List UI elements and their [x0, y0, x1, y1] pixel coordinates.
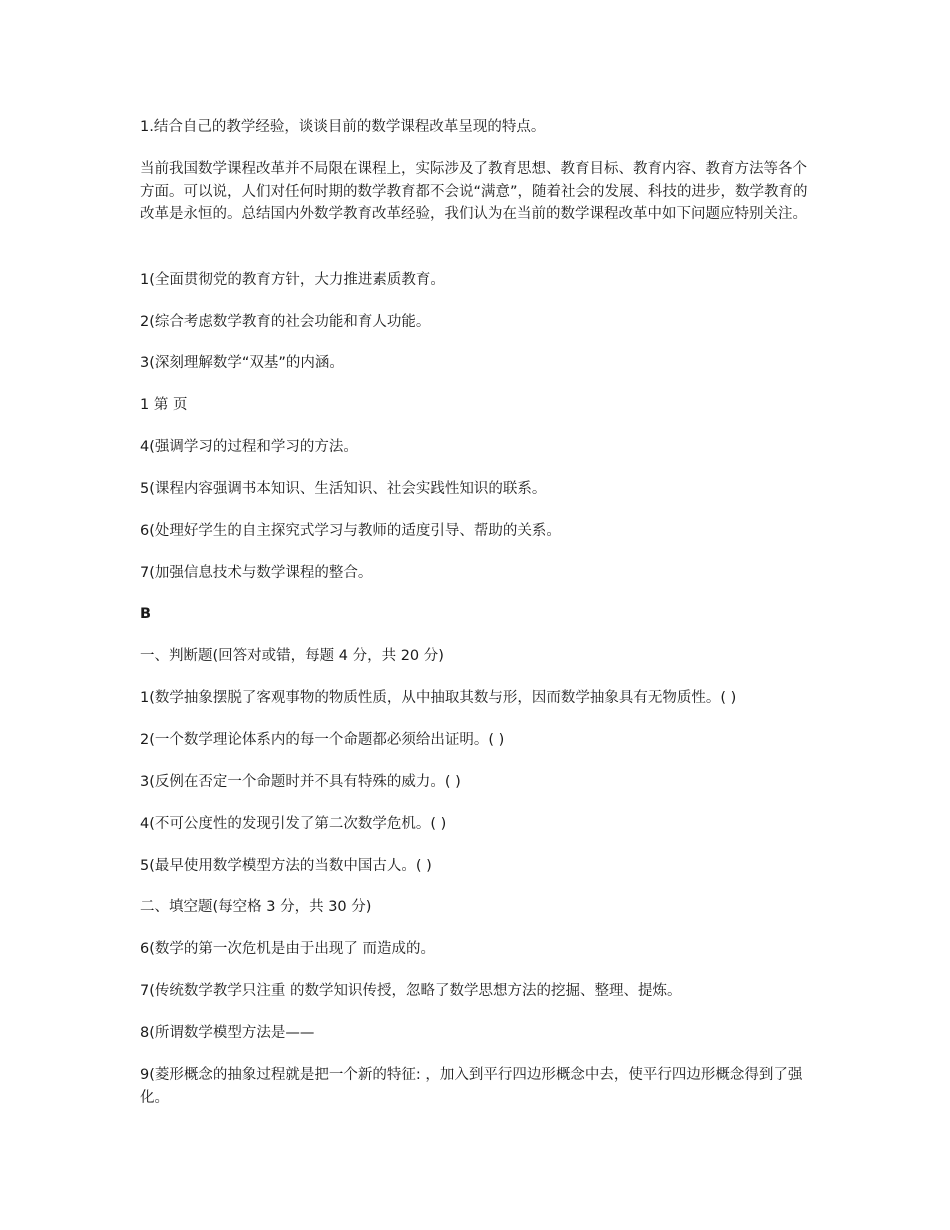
judge-item-1: 1(数学抽象摆脱了客观事物的物质性质，从中抽取其数与形，因而数学抽象具有无物质性。( ): [140, 690, 737, 706]
point-7: 7(加强信息技术与数学课程的整合。: [140, 565, 373, 581]
question-1: 1.结合自己的教学经验，谈谈目前的数学课程改革呈现的特点。: [140, 119, 546, 135]
point-6: 6(处理好学生的自主探究式学习与教师的适度引导、帮助的关系。: [140, 523, 561, 539]
judge-item-5: 5(最早使用数学模型方法的当数中国古人。( ): [140, 858, 432, 874]
fill-item-8: 8(所谓数学模型方法是——: [140, 1025, 315, 1041]
point-1: 1(全面贯彻党的教育方针，大力推进素质教育。: [140, 272, 445, 288]
answer-intro: 当前我国数学课程改革并不局限在课程上，实际涉及了教育思想、教育目标、教育内容、教育方法等各个方面。可以说，人们对任何时期的数学教育都不会说“满意”，随着社会的发展、科技的进步，数学教育的改革是永恒的。总结国内外数学教育改革经验，我们认为在当前的数学课程改革中如下问题应特别关注。: [140, 161, 808, 222]
judge-item-2: 2(一个数学理论体系内的每一个命题都必须给出证明。( ): [140, 732, 505, 748]
point-3: 3(深刻理解数学“双基”的内涵。: [140, 355, 344, 371]
fill-item-7: 7(传统数学教学只注重 的数学知识传授，忽略了数学思想方法的挖掘、整理、提炼。: [140, 983, 682, 999]
fill-item-9: 9(菱形概念的抽象过程就是把一个新的特征: ，加入到平行四边形概念中去，使平行四边形概念得到了强化。: [140, 1067, 803, 1106]
page-marker: 1 第 页: [140, 397, 188, 413]
fill-item-6: 6(数学的第一次危机是由于出现了 而造成的。: [140, 941, 435, 957]
fill-heading: 二、填空题(每空格 3 分，共 30 分): [140, 899, 372, 915]
judge-item-4: 4(不可公度性的发现引发了第二次数学危机。( ): [140, 816, 447, 832]
point-4: 4(强调学习的过程和学习的方法。: [140, 439, 358, 455]
judge-item-3: 3(反例在否定一个命题时并不具有特殊的威力。( ): [140, 774, 461, 790]
judge-heading: 一、判断题(回答对或错，每题 4 分，共 20 分): [140, 648, 444, 664]
point-5: 5(课程内容强调书本知识、生活知识、社会实践性知识的联系。: [140, 481, 547, 497]
section-b-label: B: [140, 606, 152, 622]
point-2: 2(综合考虑数学教育的社会功能和育人功能。: [140, 314, 431, 330]
